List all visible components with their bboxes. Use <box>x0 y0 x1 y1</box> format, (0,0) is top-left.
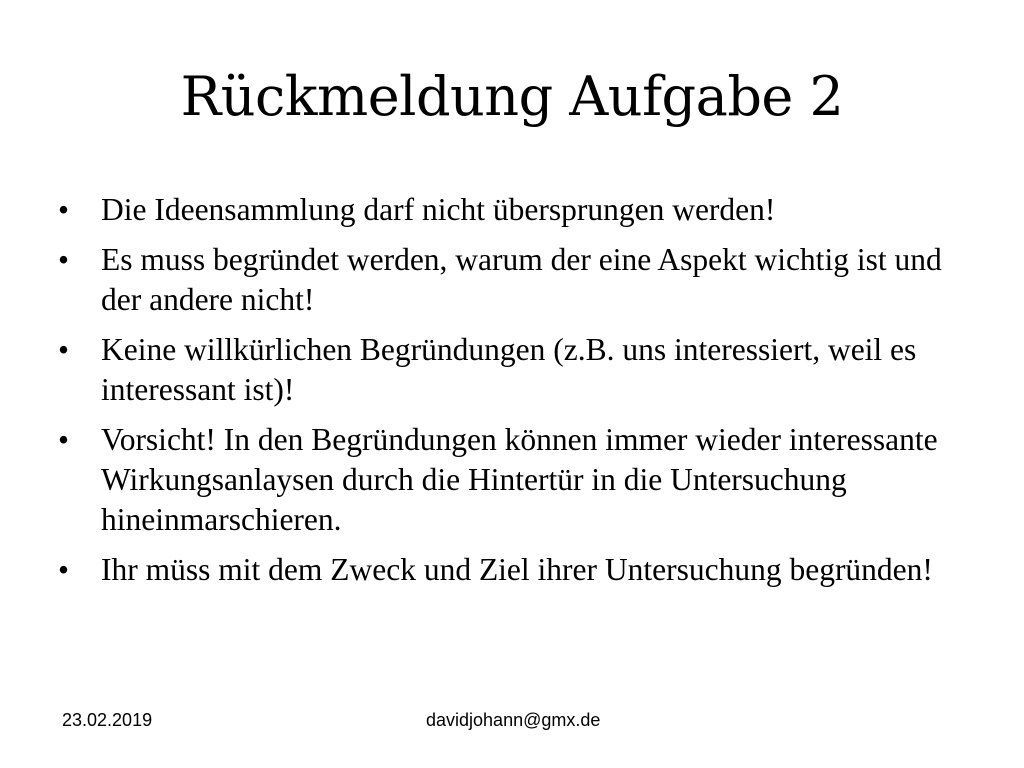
bullet-list <box>58 190 968 600</box>
bullet-text: Es muss begründet werden, warum der eine Aspekt wichtig ist und der andere nicht! <box>101 242 942 317</box>
slide-title: Rückmeldung Aufgabe 2 <box>180 65 844 128</box>
bullet-item <box>58 330 968 410</box>
bullet-text: Keine willkürlichen Begründungen (z.B. uns interessiert, weil es interessant ist)! <box>101 332 917 407</box>
footer-date: 23.02.2019 <box>62 710 153 730</box>
bullet-icon: • <box>58 192 70 227</box>
bullet-icon: • <box>58 242 70 277</box>
bullet-item <box>58 240 968 320</box>
bullet-icon: • <box>58 552 70 587</box>
bullet-icon: • <box>58 332 70 367</box>
bullet-item <box>58 190 968 230</box>
bullet-item <box>58 550 968 590</box>
footer-email: davidjohann@gmx.de <box>426 710 601 730</box>
bullet-text: Die Ideensammlung darf nicht übersprungen werden! <box>101 192 776 227</box>
bullet-text: Vorsicht! In den Begründungen können immer wieder interessante Wirkungsanlaysen durch die Hintertür in die Untersuchung hineinmarschieren. <box>101 422 938 537</box>
bullet-item <box>58 420 968 540</box>
bullet-icon: • <box>58 422 70 457</box>
bullet-text: Ihr müss mit dem Zweck und Ziel ihrer Untersuchung begründen! <box>101 552 933 587</box>
